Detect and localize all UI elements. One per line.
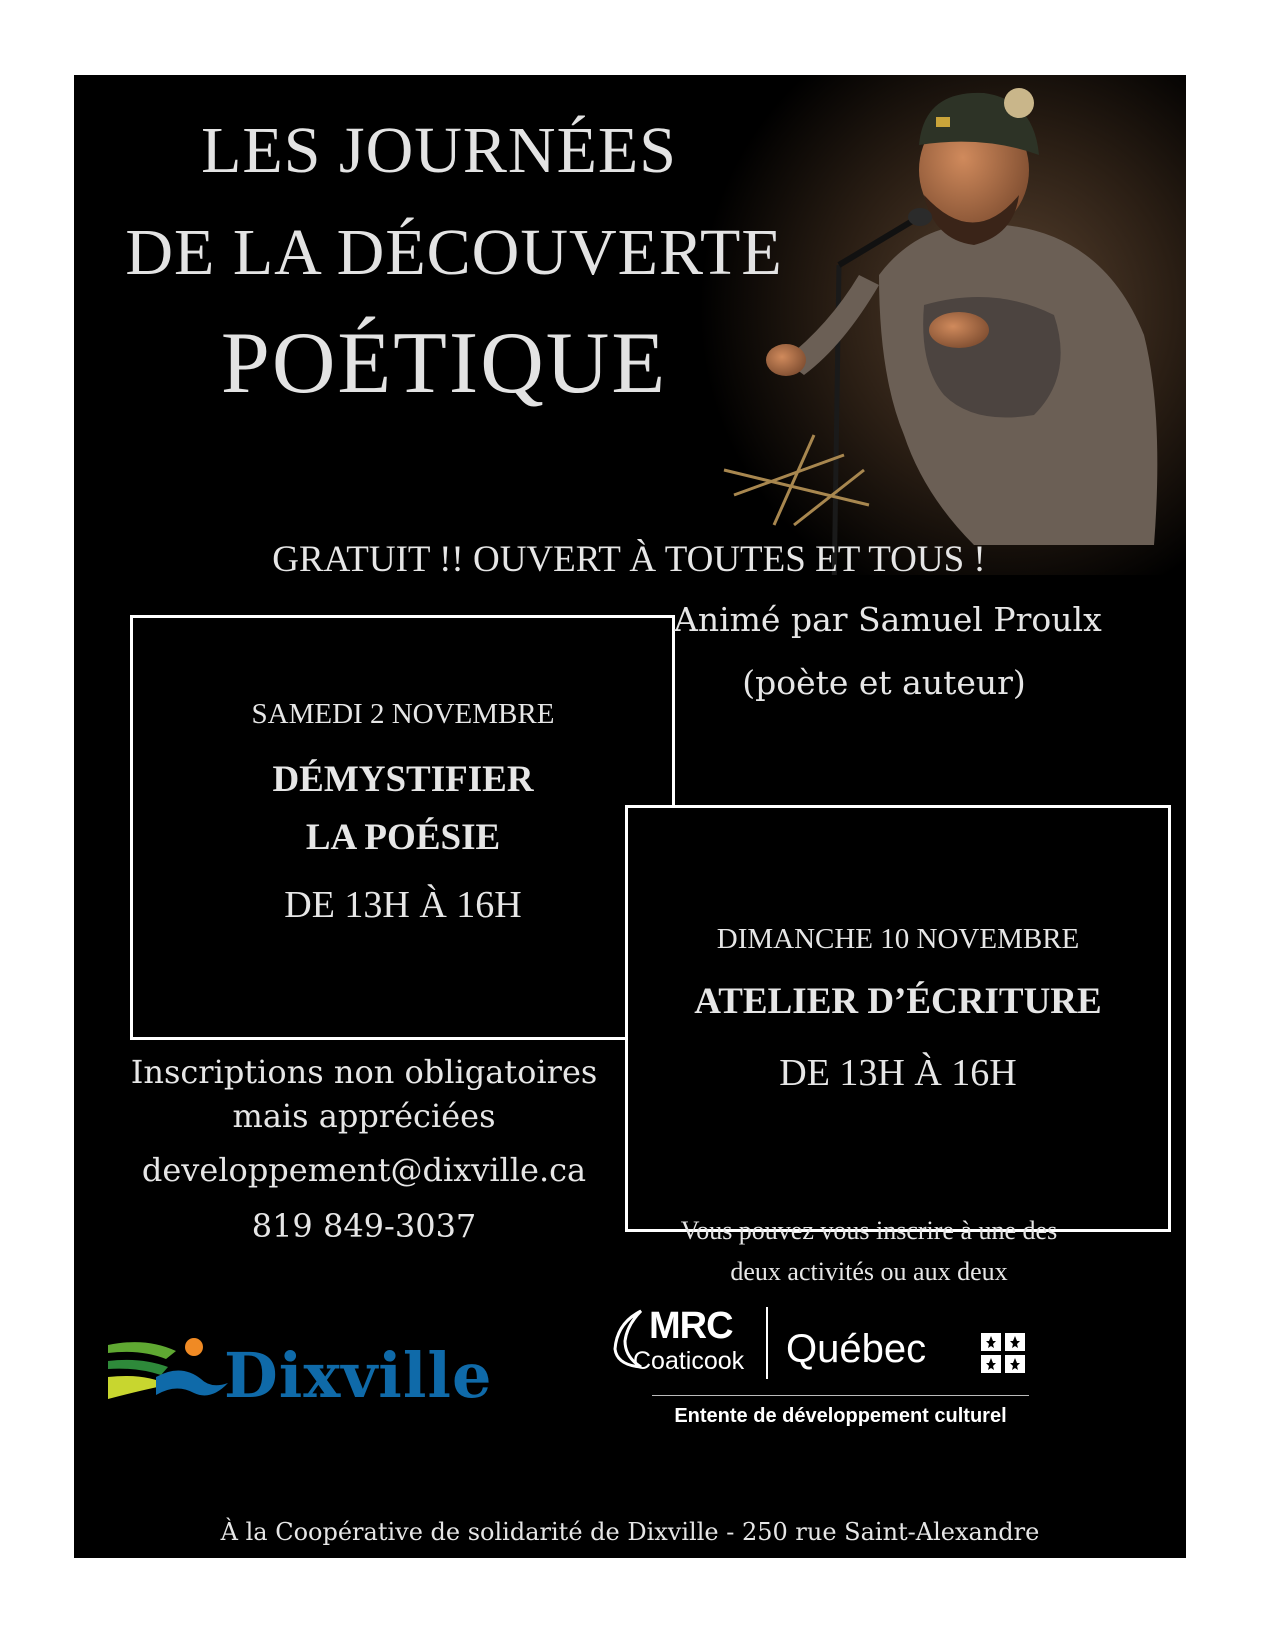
entente-text: Entente de développement culturel [674,1405,1007,1427]
event-hours: DE 13H À 16H [284,884,522,926]
performer-photo [674,75,1186,595]
entente-rule [652,1395,1029,1396]
title-line-3: POÉTIQUE [220,315,668,412]
note-line-2: deux activités ou aux deux [730,1257,1008,1286]
event-title: ATELIER D’ÉCRITURE [694,981,1102,1022]
dixville-emblem-icon [106,1333,231,1413]
host-role: (poète et auteur) [742,663,1026,702]
fleur-de-lis-flag-icon [981,1333,1025,1373]
registration-line-2: mais appréciées [232,1097,496,1135]
registration-phone: 819 849-3037 [251,1207,477,1245]
quebec-logo [786,1321,1036,1381]
mrc-coaticook-logo [607,1303,777,1383]
dixville-logo-text: Dixville [224,1339,493,1412]
registration-email[interactable]: developpement@dixville.ca [141,1151,587,1189]
event-box-sunday [625,805,1171,1232]
mrc-text: MRC [649,1305,733,1347]
poster [74,75,1186,1558]
logo-divider [766,1307,768,1379]
event-title-line-1: DÉMYSTIFIER [272,759,534,800]
coaticook-text: Coaticook [633,1347,745,1375]
host-name: Animé par Samuel Proulx [674,600,1102,639]
title-line-2: DE LA DÉCOUVERTE [125,216,783,289]
event-date: DIMANCHE 10 NOVEMBRE [716,923,1080,955]
title-line-1: LES JOURNÉES [201,114,677,187]
footer-address: À la Coopérative de solidarité de Dixville - 250 rue Saint-Alexandre [220,1518,1040,1546]
quebec-text: Québec [786,1327,927,1371]
registration-line-1: Inscriptions non obligatoires [130,1053,598,1091]
event-date: SAMEDI 2 NOVEMBRE [251,698,555,730]
dixville-logo [106,1333,493,1423]
note-line-1: Vous pouvez vous inscrire à une des [680,1216,1058,1245]
tagline: GRATUIT !! OUVERT À TOUTES ET TOUS ! [272,539,986,580]
event-title-line-2: LA POÉSIE [305,817,501,858]
event-hours: DE 13H À 16H [779,1052,1017,1094]
event-box-saturday [130,615,675,1040]
